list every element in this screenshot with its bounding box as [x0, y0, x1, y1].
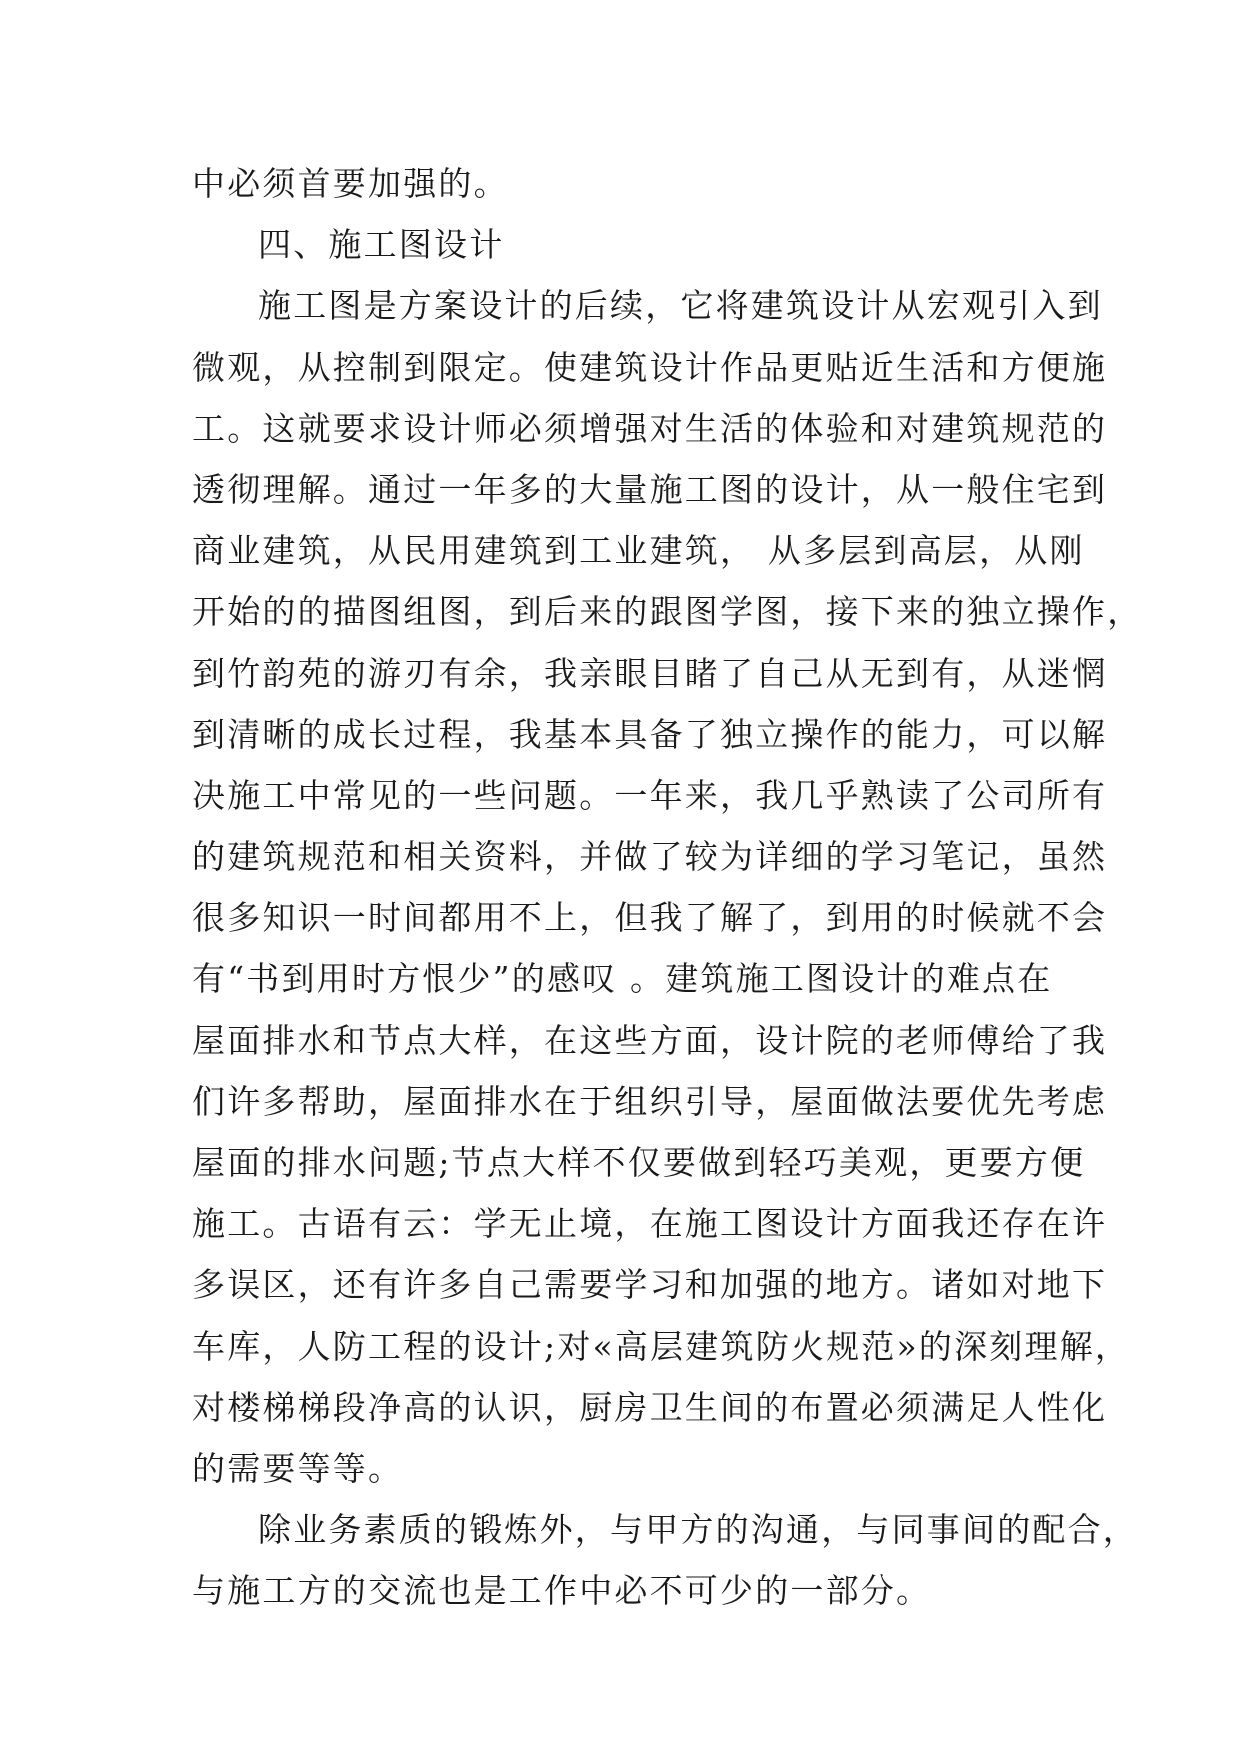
text-line: 屋面的排水问题;节点大样不仅要做到轻巧美观，更要方便	[192, 1143, 1086, 1182]
text-line: 工。这就要求设计师必须增强对生活的体验和对建筑规范的	[192, 408, 1108, 448]
text-line: 的需要等等。	[192, 1448, 404, 1488]
text-line: 有“书到用时方恨少”的感叹 。建筑施工图设计的难点在	[192, 959, 1053, 999]
text-line: 与施工方的交流也是工作中必不可少的一部分。	[192, 1571, 932, 1611]
text-line: 商业建筑，从民用建筑到工业建筑， 从多层到高层，从刚	[192, 531, 1085, 571]
text-line: 开始的的描图组图，到后来的跟图学图，接下来的独立操作，	[192, 592, 1143, 632]
text-line: 的建筑规范和相关资料，并做了较为详细的学习笔记，虽然	[192, 837, 1108, 877]
text-line: 除业务素质的锻炼外，与甲方的沟通，与同事间的配合，	[258, 1510, 1138, 1550]
text-line: 中必须首要加强的。	[192, 164, 509, 203]
text-line: 车库，人防工程的设计;对«高层建筑防火规范»的深刻理解，	[192, 1326, 1131, 1366]
text-line: 很多知识一时间都用不上，但我了解了，到用的时候就不会	[192, 898, 1108, 938]
text-line: 到清晰的成长过程，我基本具备了独立操作的能力，可以解	[192, 714, 1108, 754]
text-line: 屋面排水和节点大样，在这些方面，设计院的老师傅给了我	[192, 1020, 1108, 1060]
text-line: 多误区，还有许多自己需要学习和加强的地方。诸如对地下	[192, 1265, 1108, 1305]
text-line: 施工图是方案设计的后续，它将建筑设计从宏观引入到	[258, 286, 1103, 326]
text-line: 们许多帮助，屋面排水在于组织引导，屋面做法要优先考虑	[192, 1081, 1108, 1121]
text-line: 透彻理解。通过一年多的大量施工图的设计，从一般住宅到	[192, 469, 1108, 509]
text-line: 到竹韵苑的游刃有余，我亲眼目睹了自己从无到有，从迷惘	[192, 653, 1108, 693]
text-line: 施工。古语有云：学无止境，在施工图设计方面我还存在许	[192, 1204, 1108, 1244]
text-line: 对楼梯梯段净高的认识，厨房卫生间的布置必须满足人性化	[192, 1387, 1108, 1427]
body-text	[192, 153, 1143, 1622]
text-line: 微观，从控制到限定。使建筑设计作品更贴近生活和方便施	[192, 347, 1108, 387]
section-heading: 四、施工图设计	[258, 225, 505, 265]
text-line: 决施工中常见的一些问题。一年来，我几乎熟读了公司所有	[192, 775, 1108, 815]
